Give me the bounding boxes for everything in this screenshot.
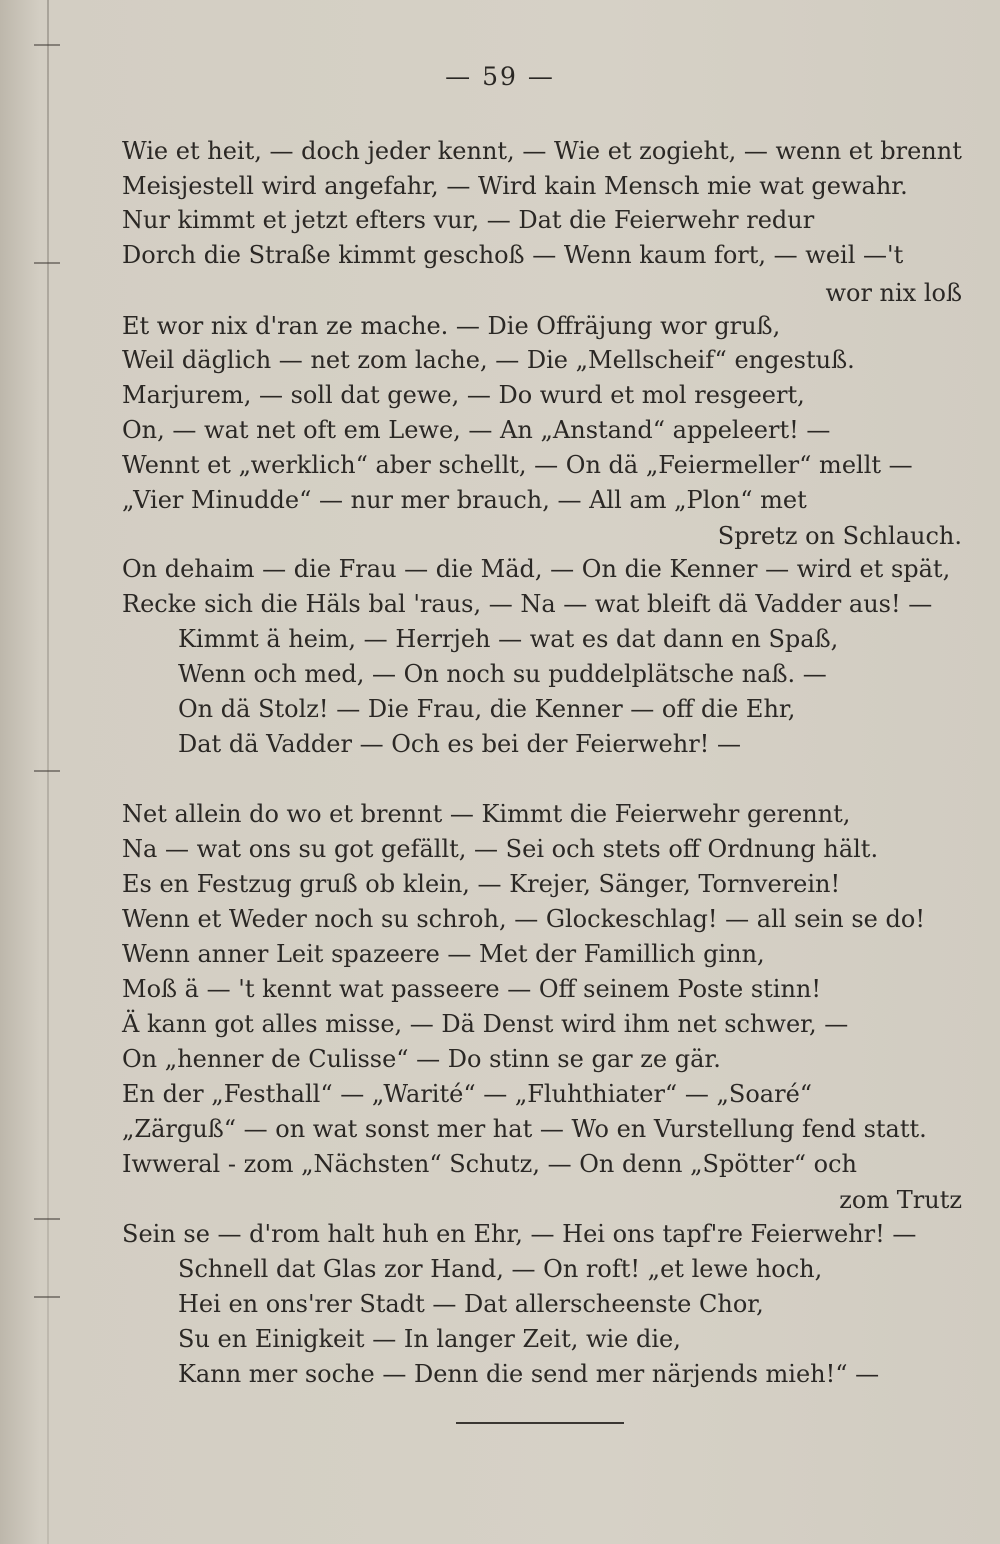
- verse-line: On, — wat net oft em Lewe, — An „Anstand“ appeleert! —: [122, 416, 831, 444]
- gutter-mark: [34, 44, 60, 46]
- verse-line-continuation: Spretz on Schlauch.: [717, 522, 962, 550]
- verse-line: Sein se — d'rom halt huh en Ehr, — Hei ons tapf're Feierwehr! —: [122, 1220, 917, 1248]
- verse-line: Dat dä Vadder — Och es bei der Feierwehr! —: [178, 730, 741, 758]
- verse-line: Wenn et Weder noch su schroh, — Glockeschlag! — all sein se do!: [122, 905, 925, 933]
- verse-line: Weil däglich — net zom lache, — Die „Mellscheif“ engestuß.: [122, 346, 855, 374]
- gutter-mark: [34, 770, 60, 772]
- verse-line: Marjurem, — soll dat gewe, — Do wurd et mol resgeert,: [122, 381, 805, 409]
- verse-line: Recke sich die Häls bal 'raus, — Na — wat bleift dä Vadder aus! —: [122, 590, 933, 618]
- verse-line: Na — wat ons su got gefällt, — Sei och stets off Ordnung hält.: [122, 835, 879, 863]
- closing-rule: [456, 1422, 624, 1424]
- gutter-mark: [34, 1218, 60, 1220]
- verse-line: „Zärguß“ — on wat sonst mer hat — Wo en Vurstellung fend statt.: [122, 1115, 927, 1143]
- verse-line: Net allein do wo et brennt — Kimmt die Feierwehr gerennt,: [122, 800, 851, 828]
- verse-line: Wennt et „werklich“ aber schellt, — On dä „Feiermeller“ mellt —: [122, 451, 913, 479]
- gutter-mark: [34, 1296, 60, 1298]
- verse-line: On dehaim — die Frau — die Mäd, — On die Kenner — wird et spät,: [122, 555, 951, 583]
- verse-line: Ä kann got alles misse, — Dä Denst wird ihm net schwer, —: [122, 1010, 849, 1038]
- gutter-mark: [34, 262, 60, 264]
- verse-line: Et wor nix d'ran ze mache. — Die Offräjung wor gruß,: [122, 312, 781, 340]
- verse-line: Wenn och med, — On noch su puddelplätsche naß. —: [178, 660, 827, 688]
- verse-line: On dä Stolz! — Die Frau, die Kenner — off die Ehr,: [178, 695, 796, 723]
- verse-line: Su en Einigkeit — In langer Zeit, wie die,: [178, 1325, 681, 1353]
- verse-line-continuation: zom Trutz: [839, 1186, 962, 1214]
- verse-line: Nur kimmt et jetzt efters vur, — Dat die Feierwehr redur: [122, 206, 815, 234]
- verse-line-continuation: wor nix loß: [825, 279, 962, 307]
- verse-line: Hei en ons'rer Stadt — Dat allerscheenste Chor,: [178, 1290, 764, 1318]
- verse-line: Meisjestell wird angefahr, — Wird kain Mensch mie wat gewahr.: [122, 172, 908, 200]
- verse-line: Moß ä — 't kennt wat passeere — Off seinem Poste stinn!: [122, 975, 822, 1003]
- verse-line: Es en Festzug gruß ob klein, — Krejer, Sänger, Tornverein!: [122, 870, 841, 898]
- verse-line: Dorch die Straße kimmt geschoß — Wenn kaum fort, — weil —'t: [122, 241, 904, 269]
- verse-line: Kimmt ä heim, — Herrjeh — wat es dat dann en Spaß,: [178, 625, 839, 653]
- verse-line: Wenn anner Leit spazeere — Met der Famillich ginn,: [122, 940, 765, 968]
- verse-line: On „henner de Culisse“ — Do stinn se gar ze gär.: [122, 1045, 721, 1073]
- verse-line: „Vier Minudde“ — nur mer brauch, — All am „Plon“ met: [122, 486, 807, 514]
- verse-line: En der „Festhall“ — „Warité“ — „Fluhthiater“ — „Soaré“: [122, 1080, 813, 1108]
- verse-line: Schnell dat Glas zor Hand, — On roft! „et lewe hoch,: [178, 1255, 823, 1283]
- verse-line: Wie et heit, — doch jeder kennt, — Wie et zogieht, — wenn et brennt: [122, 137, 962, 165]
- verse-line: Kann mer soche — Denn die send mer närjends mieh!“ —: [178, 1360, 880, 1388]
- binding-gutter: [47, 0, 49, 1544]
- verse-line: Iwweral - zom „Nächsten“ Schutz, — On denn „Spötter“ och: [122, 1150, 857, 1178]
- page-number: — 59 —: [445, 62, 555, 91]
